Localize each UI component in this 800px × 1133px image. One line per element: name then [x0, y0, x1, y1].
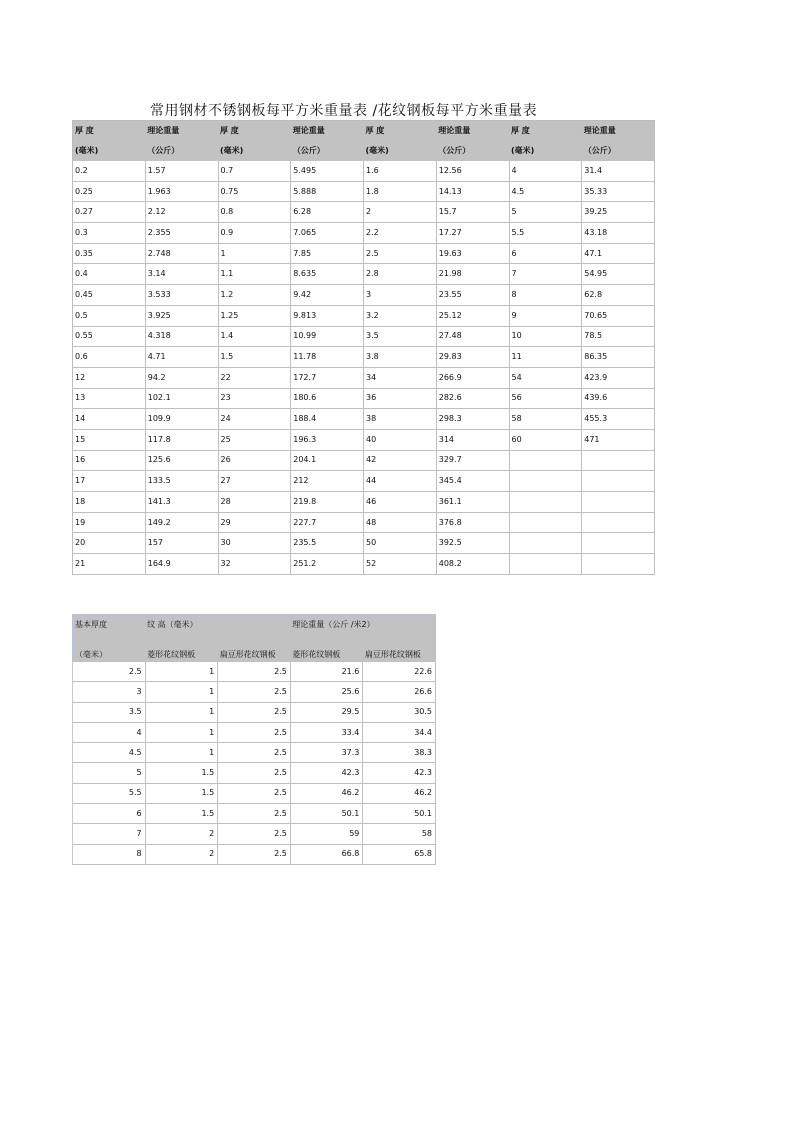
table-cell: 2.5 [218, 743, 291, 763]
page-title: 常用钢材不锈钢板每平方米重量表 /花纹钢板每平方米重量表 [150, 103, 538, 119]
table-cell: 5 [73, 763, 146, 783]
table-cell: 1.963 [145, 181, 218, 202]
stainless-steel-weight-table [72, 120, 655, 575]
table-cell: 125.6 [145, 450, 218, 471]
table-cell: 172.7 [291, 367, 364, 388]
header-cell: 菱形花纹钢板 [290, 634, 363, 662]
table-row [73, 471, 655, 492]
table-row [73, 243, 655, 264]
header-cell: 扁豆形花纹钢板 [218, 634, 291, 662]
table-cell: 35.33 [582, 181, 655, 202]
table-cell: 0.27 [73, 202, 146, 223]
table-cell: 2.5 [218, 722, 291, 742]
table-cell: 0.45 [73, 285, 146, 306]
table-cell: 235.5 [291, 533, 364, 554]
table-cell: 219.8 [291, 492, 364, 513]
table-cell: 7 [73, 824, 146, 844]
table-cell: 94.2 [145, 367, 218, 388]
table-cell: 2.5 [218, 763, 291, 783]
table-cell: 42 [364, 450, 437, 471]
table-cell: 14.13 [436, 181, 509, 202]
table-header-row [73, 121, 655, 142]
table-cell: 0.35 [73, 243, 146, 264]
table-cell: 1.1 [218, 264, 291, 285]
table-cell: 1.5 [145, 804, 218, 824]
table-cell: 27 [218, 471, 291, 492]
header-cell: 厚 度 [509, 121, 582, 142]
table-cell: 0.55 [73, 326, 146, 347]
table-cell: 33.4 [290, 722, 363, 742]
table-cell: 3.14 [145, 264, 218, 285]
table-row [73, 367, 655, 388]
table-cell: 29 [218, 512, 291, 533]
table-row [73, 662, 436, 682]
table-cell: 0.4 [73, 264, 146, 285]
header-cell: （公斤） [582, 141, 655, 161]
table-cell: 392.5 [436, 533, 509, 554]
table-cell: 14 [73, 409, 146, 430]
header-cell: 厚 度 [364, 121, 437, 142]
table-cell: 21 [73, 554, 146, 575]
table-cell: 329.7 [436, 450, 509, 471]
table-cell: 2.5 [218, 682, 291, 702]
header-cell: (毫米) [73, 141, 146, 161]
header-cell: (毫米) [218, 141, 291, 161]
table-cell: 7.85 [291, 243, 364, 264]
header-cell: 理论重量 [291, 121, 364, 142]
table-cell: 439.6 [582, 388, 655, 409]
table-cell: 2.2 [364, 223, 437, 244]
table-cell: 32 [218, 554, 291, 575]
table-row [73, 533, 655, 554]
table-row [73, 844, 436, 864]
table-row [73, 388, 655, 409]
table-cell: 40 [364, 429, 437, 450]
header-cell: （公斤） [291, 141, 364, 161]
table-row [73, 429, 655, 450]
table-cell: 0.3 [73, 223, 146, 244]
table-cell: 62.8 [582, 285, 655, 306]
header-cell: 理论重量 [145, 121, 218, 142]
table-cell: 6 [73, 804, 146, 824]
table-cell: 34.4 [363, 722, 436, 742]
table-cell: 58 [509, 409, 582, 430]
table-cell: 39.25 [582, 202, 655, 223]
table-cell [582, 492, 655, 513]
header-cell: （公斤） [436, 141, 509, 161]
table-cell [509, 533, 582, 554]
table-header-row [73, 634, 436, 662]
header-cell: 厚 度 [218, 121, 291, 142]
table-cell: 204.1 [291, 450, 364, 471]
table-cell: 54.95 [582, 264, 655, 285]
table-cell: 46 [364, 492, 437, 513]
table-cell: 25 [218, 429, 291, 450]
table-cell: 36 [364, 388, 437, 409]
table-cell: 408.2 [436, 554, 509, 575]
table-cell: 48 [364, 512, 437, 533]
header-cell: 理论重量 [582, 121, 655, 142]
table-cell: 9.42 [291, 285, 364, 306]
table-cell: 2.5 [73, 662, 146, 682]
table-cell: 2.5 [364, 243, 437, 264]
header-cell: 纹 高（毫米） [145, 615, 290, 635]
table-cell: 50.1 [363, 804, 436, 824]
table-cell: 27.48 [436, 326, 509, 347]
table-cell: 65.8 [363, 844, 436, 864]
table-cell: 1 [218, 243, 291, 264]
table-cell: 29.5 [290, 702, 363, 722]
table-cell: 9 [509, 305, 582, 326]
table-cell: 59 [290, 824, 363, 844]
table-cell: 455.3 [582, 409, 655, 430]
table-row [73, 722, 436, 742]
table-cell: 28 [218, 492, 291, 513]
table-cell: 6.28 [291, 202, 364, 223]
table-cell: 4.318 [145, 326, 218, 347]
table-cell: 1.4 [218, 326, 291, 347]
table-cell: 6 [509, 243, 582, 264]
table-cell: 102.1 [145, 388, 218, 409]
table-cell: 38.3 [363, 743, 436, 763]
table-cell: 3.533 [145, 285, 218, 306]
table-cell: 314 [436, 429, 509, 450]
table-cell: 376.8 [436, 512, 509, 533]
table-cell: 16 [73, 450, 146, 471]
table-cell: 3.5 [73, 702, 146, 722]
table-row [73, 783, 436, 803]
table-row [73, 264, 655, 285]
table-row [73, 285, 655, 306]
table-cell: 5 [509, 202, 582, 223]
table-cell: 54 [509, 367, 582, 388]
table-row [73, 682, 436, 702]
table-cell: 1.8 [364, 181, 437, 202]
table-cell: 282.6 [436, 388, 509, 409]
table-cell: 50.1 [290, 804, 363, 824]
table-header-row [73, 615, 436, 635]
table-cell: 15.7 [436, 202, 509, 223]
header-cell: (毫米) [509, 141, 582, 161]
table-row [73, 492, 655, 513]
table-cell: 19 [73, 512, 146, 533]
table-cell: 7 [509, 264, 582, 285]
table-cell: 1.25 [218, 305, 291, 326]
table-cell: 266.9 [436, 367, 509, 388]
table-cell: 345.4 [436, 471, 509, 492]
table-cell: 4 [509, 161, 582, 181]
table-cell: 227.7 [291, 512, 364, 533]
table-cell: 0.6 [73, 347, 146, 368]
table-cell: 3 [364, 285, 437, 306]
table-cell: 157 [145, 533, 218, 554]
table-cell: 0.7 [218, 161, 291, 181]
table-cell [509, 492, 582, 513]
table-cell: 24 [218, 409, 291, 430]
table-cell: 47.1 [582, 243, 655, 264]
table-row [73, 347, 655, 368]
table-cell: 30.5 [363, 702, 436, 722]
table-cell: 12.56 [436, 161, 509, 181]
table-cell: 50 [364, 533, 437, 554]
table-cell: 164.9 [145, 554, 218, 575]
table-cell: 46.2 [290, 783, 363, 803]
table-cell: 0.2 [73, 161, 146, 181]
table-cell: 196.3 [291, 429, 364, 450]
table-row [73, 223, 655, 244]
table-cell: 2.5 [218, 844, 291, 864]
table-cell: 23 [218, 388, 291, 409]
table-cell: 1 [145, 722, 218, 742]
table-cell: 1 [145, 743, 218, 763]
table-row [73, 305, 655, 326]
table-cell: 42.3 [363, 763, 436, 783]
header-cell: 基本厚度 [73, 615, 146, 635]
table-cell: 1.2 [218, 285, 291, 306]
table-cell: 13 [73, 388, 146, 409]
table-cell: 17.27 [436, 223, 509, 244]
table-cell: 117.8 [145, 429, 218, 450]
table-cell: 58 [363, 824, 436, 844]
table-cell [509, 471, 582, 492]
table-row [73, 326, 655, 347]
table-cell: 2.5 [218, 804, 291, 824]
table-row [73, 512, 655, 533]
table-cell: 18 [73, 492, 146, 513]
table-cell: 26.6 [363, 682, 436, 702]
header-cell: （公斤） [145, 141, 218, 161]
table-cell: 0.8 [218, 202, 291, 223]
table-cell: 212 [291, 471, 364, 492]
table-cell: 141.3 [145, 492, 218, 513]
table-row [73, 181, 655, 202]
table-cell: 23.55 [436, 285, 509, 306]
table-cell: 15 [73, 429, 146, 450]
table-cell: 46.2 [363, 783, 436, 803]
table-cell: 86.35 [582, 347, 655, 368]
table-cell: 1 [145, 682, 218, 702]
table-cell: 361.1 [436, 492, 509, 513]
table-cell: 11.78 [291, 347, 364, 368]
table-cell: 25.12 [436, 305, 509, 326]
table-cell [509, 512, 582, 533]
table-cell: 5.5 [73, 783, 146, 803]
table-cell: 22.6 [363, 662, 436, 682]
table-cell: 2.5 [218, 824, 291, 844]
table-row [73, 161, 655, 181]
table-cell: 38 [364, 409, 437, 430]
table-cell [509, 554, 582, 575]
table-row [73, 804, 436, 824]
table-row [73, 702, 436, 722]
table-cell: 8.635 [291, 264, 364, 285]
table-cell: 30 [218, 533, 291, 554]
table-cell: 2.748 [145, 243, 218, 264]
table-cell: 21.98 [436, 264, 509, 285]
table-cell: 78.5 [582, 326, 655, 347]
table-cell: 1.6 [364, 161, 437, 181]
table-cell [582, 554, 655, 575]
table-cell: 29.83 [436, 347, 509, 368]
table-cell: 8 [509, 285, 582, 306]
table-header-row [73, 141, 655, 161]
table-row [73, 824, 436, 844]
table-cell: 34 [364, 367, 437, 388]
table-cell: 25.6 [290, 682, 363, 702]
table-cell: 56 [509, 388, 582, 409]
table-cell: 10 [509, 326, 582, 347]
table-cell: 12 [73, 367, 146, 388]
table-cell: 1 [145, 662, 218, 682]
table-cell: 20 [73, 533, 146, 554]
table-cell: 3 [73, 682, 146, 702]
table-cell: 11 [509, 347, 582, 368]
table-cell: 44 [364, 471, 437, 492]
table-cell: 2.355 [145, 223, 218, 244]
table-row [73, 202, 655, 223]
table-cell: 8 [73, 844, 146, 864]
table-cell: 4.5 [509, 181, 582, 202]
table-cell: 10.99 [291, 326, 364, 347]
table-cell: 4.71 [145, 347, 218, 368]
table-cell: 149.2 [145, 512, 218, 533]
header-cell: 厚 度 [73, 121, 146, 142]
table-cell: 180.6 [291, 388, 364, 409]
table-row [73, 409, 655, 430]
table-cell: 4 [73, 722, 146, 742]
table-cell: 3.8 [364, 347, 437, 368]
table-cell: 5.5 [509, 223, 582, 244]
table-cell: 2 [145, 824, 218, 844]
table-row [73, 763, 436, 783]
table-cell: 21.6 [290, 662, 363, 682]
header-cell: 理论重量（公斤 /米2） [290, 615, 435, 635]
table-cell: 2.5 [218, 702, 291, 722]
table-cell: 2 [145, 844, 218, 864]
table-cell [582, 533, 655, 554]
table-cell: 3.2 [364, 305, 437, 326]
table-cell: 3.925 [145, 305, 218, 326]
table-cell: 52 [364, 554, 437, 575]
table-cell: 5.495 [291, 161, 364, 181]
table-cell: 5.888 [291, 181, 364, 202]
header-cell: （毫米） [73, 634, 146, 662]
table-cell: 43.18 [582, 223, 655, 244]
table-cell: 2.5 [218, 662, 291, 682]
table-cell: 42.3 [290, 763, 363, 783]
table-cell: 70.65 [582, 305, 655, 326]
table-cell: 0.5 [73, 305, 146, 326]
table-cell: 22 [218, 367, 291, 388]
table-cell: 423.9 [582, 367, 655, 388]
table-cell: 19.63 [436, 243, 509, 264]
table-cell: 2.5 [218, 783, 291, 803]
table-cell: 2.8 [364, 264, 437, 285]
table-cell: 66.8 [290, 844, 363, 864]
table-row [73, 743, 436, 763]
header-cell: 理论重量 [436, 121, 509, 142]
table-cell: 1.5 [218, 347, 291, 368]
table-cell: 188.4 [291, 409, 364, 430]
table-cell: 1.5 [145, 763, 218, 783]
table-cell: 133.5 [145, 471, 218, 492]
table-cell: 7.065 [291, 223, 364, 244]
table-cell: 0.25 [73, 181, 146, 202]
table-cell [509, 450, 582, 471]
header-cell: 菱形花纹钢板 [145, 634, 218, 662]
table-cell [582, 471, 655, 492]
table-cell: 1.57 [145, 161, 218, 181]
table-cell: 1 [145, 702, 218, 722]
table-cell: 60 [509, 429, 582, 450]
table-cell: 26 [218, 450, 291, 471]
table-cell: 109.9 [145, 409, 218, 430]
header-cell: 扁豆形花纹钢板 [363, 634, 436, 662]
table-cell: 9.813 [291, 305, 364, 326]
table-cell: 0.75 [218, 181, 291, 202]
table-cell: 4.5 [73, 743, 146, 763]
table-cell: 471 [582, 429, 655, 450]
table-cell: 3.5 [364, 326, 437, 347]
table-row [73, 554, 655, 575]
table-cell: 2.12 [145, 202, 218, 223]
table-cell: 2 [364, 202, 437, 223]
table-cell: 31.4 [582, 161, 655, 181]
table-cell: 298.3 [436, 409, 509, 430]
checkered-plate-weight-table [72, 614, 436, 865]
table-cell: 251.2 [291, 554, 364, 575]
table-cell: 1.5 [145, 783, 218, 803]
table-cell: 37.3 [290, 743, 363, 763]
table-cell [582, 450, 655, 471]
table-row [73, 450, 655, 471]
table-cell [582, 512, 655, 533]
table-cell: 17 [73, 471, 146, 492]
table-cell: 0.9 [218, 223, 291, 244]
header-cell: (毫米) [364, 141, 437, 161]
